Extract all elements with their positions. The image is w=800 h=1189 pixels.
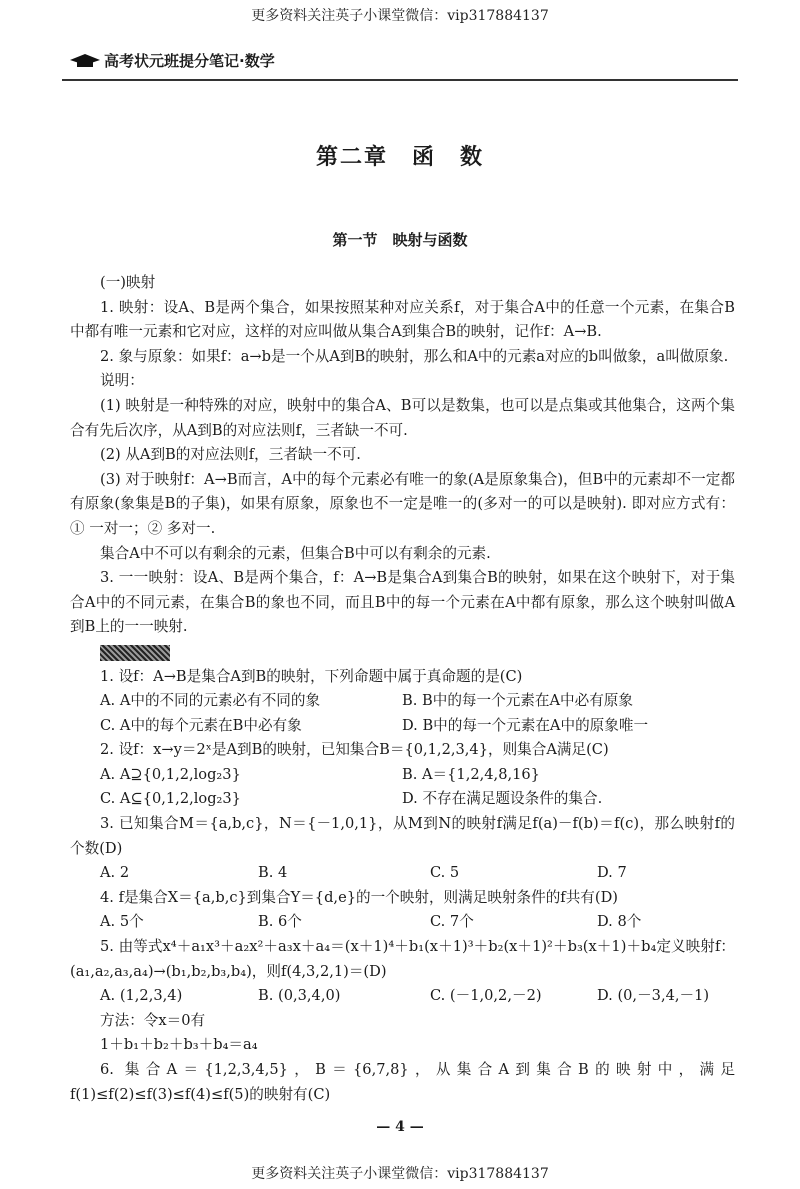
option: D. 不存在满足题设条件的集合.: [402, 790, 603, 808]
option: B. B中的每一个元素在A中必有原象: [402, 692, 633, 710]
watermark-bottom: 更多资料关注英子小课堂微信：vip317884137: [251, 1166, 549, 1183]
paragraph: 说明：: [100, 372, 144, 390]
exercise-banner: [100, 645, 170, 661]
running-header: [70, 50, 275, 71]
paragraph: 集合A中不可以有剩余的元素，但集合B中可以有剩余的元素.: [100, 544, 491, 562]
option: A. A中的不同的元素必有不同的象: [100, 692, 321, 710]
option: C. 5: [430, 864, 460, 882]
option: B. 6个: [258, 913, 302, 931]
paragraph: (1) 映射是一种特殊的对应，映射中的集合A、B可以是数集，也可以是点集或其他集合，这两个集合有先后次序，从A到B的对应法则f，三者缺一不可.: [70, 396, 735, 439]
option: B. (0,3,4,0): [258, 987, 341, 1005]
option: D. B中的每一个元素在A中的原象唯一: [402, 716, 649, 734]
option: A. 2: [100, 864, 130, 882]
options: [70, 984, 735, 1009]
options: [70, 861, 735, 886]
question-stem: 5. 由等式x⁴＋a₁x³＋a₂x²＋a₃x＋a₄＝(x＋1)⁴＋b₁(x＋1)³＋b₂(x＋1)²＋b₃(x＋1)＋b₄定义映射f：(a₁,a₂,a₃,a₄)→(b₁,b₂,b₃,b₄)，则f(4,3,2,1)＝(D): [70, 938, 735, 980]
option: A. 5个: [100, 913, 144, 931]
option: D. 7: [597, 864, 627, 882]
option: A. (1,2,3,4): [100, 987, 183, 1005]
options: [70, 910, 735, 935]
paragraph: (一)映射: [100, 274, 156, 291]
option: C. A中的每个元素在B中必有象: [100, 716, 302, 734]
section-title: 第一节 映射与函数: [332, 231, 468, 249]
watermark-top: 更多资料关注英子小课堂微信：vip317884137: [251, 8, 549, 24]
option: D. (0,－3,4,－1): [597, 987, 710, 1005]
paragraph: (3) 对于映射f：A→B而言，A中的每个元素必有唯一的象(A是原象集合)，但B中的元素却不一定都有原象(象集是B的子集)，如果有原象，原象也不一定是唯一的(多对一的可以是映射). 即对应方式有：① 一对一；② 多对一.: [70, 470, 735, 537]
paragraph: 1. 映射：设A、B是两个集合，如果按照某种对应关系f，对于集合A中的任意一个元素，在集合B中都有唯一元素和它对应，这样的对应叫做从集合A到集合B的映射，记作f：A→B.: [70, 298, 735, 341]
option: B. A＝{1,2,4,8,16}: [402, 765, 540, 783]
body-text: [70, 271, 735, 1107]
option: A. A⊇{0,1,2,log₂3}: [100, 765, 241, 783]
option: C. 7个: [430, 913, 474, 931]
options: [70, 689, 735, 738]
option: B. 4: [258, 864, 288, 882]
paragraph: (2) 从A到B的对应法则f，三者缺一不可.: [100, 446, 361, 464]
question-stem: 6. 集合A＝{1,2,3,4,5}，B＝{6,7,8}，从集合A到集合B的映射中，满足f(1)≤f(2)≤f(3)≤f(4)≤f(5)的映射有(C): [70, 1061, 735, 1103]
question-stem: 3. 已知集合M＝{a,b,c}，N＝{－1,0,1}，从M到N的映射f满足f(a)－f(b)＝f(c)，那么映射f的个数(D): [70, 815, 735, 857]
paragraph: 3. 一一映射：设A、B是两个集合，f：A→B是集合A到集合B的映射，如果在这个映射下，对于集合A中的不同元素，在集合B的象也不同，而且B中的每一个元素在A中都有原象，那么这个映射叫做A到B上的一一映射.: [70, 569, 735, 636]
page-number: — 4 —: [376, 1119, 424, 1136]
options: [70, 763, 735, 812]
header-rule: [62, 79, 738, 81]
option: D. 8个: [597, 913, 642, 931]
question-stem: 4. f是集合X＝{a,b,c}到集合Y＝{d,e}的一个映射，则满足映射条件的f共有(D): [100, 888, 618, 906]
question-stem: 2. 设f：x→y＝2ˣ是A到B的映射，已知集合B＝{0,1,2,3,4}，则集合A满足(C): [100, 741, 609, 759]
method-line: 1＋b₁＋b₂＋b₃＋b₄＝a₄: [100, 1036, 258, 1054]
chapter-title: 第二章 函 数: [315, 145, 484, 170]
header-title: 高考状元班提分笔记·数学: [104, 52, 275, 70]
option: C. A⊆{0,1,2,log₂3}: [100, 790, 241, 808]
question-stem: 1. 设f：A→B是集合A到B的映射，下列命题中属于真命题的是(C): [100, 667, 523, 685]
graduation-cap-icon: [70, 54, 100, 68]
method-line: 方法：令x＝0有: [100, 1011, 206, 1029]
paragraph: 2. 象与原象：如果f：a→b是一个从A到B的映射，那么和A中的元素a对应的b叫做象，a叫做原象.: [100, 347, 729, 365]
option: C. (－1,0,2,－2): [430, 987, 542, 1005]
